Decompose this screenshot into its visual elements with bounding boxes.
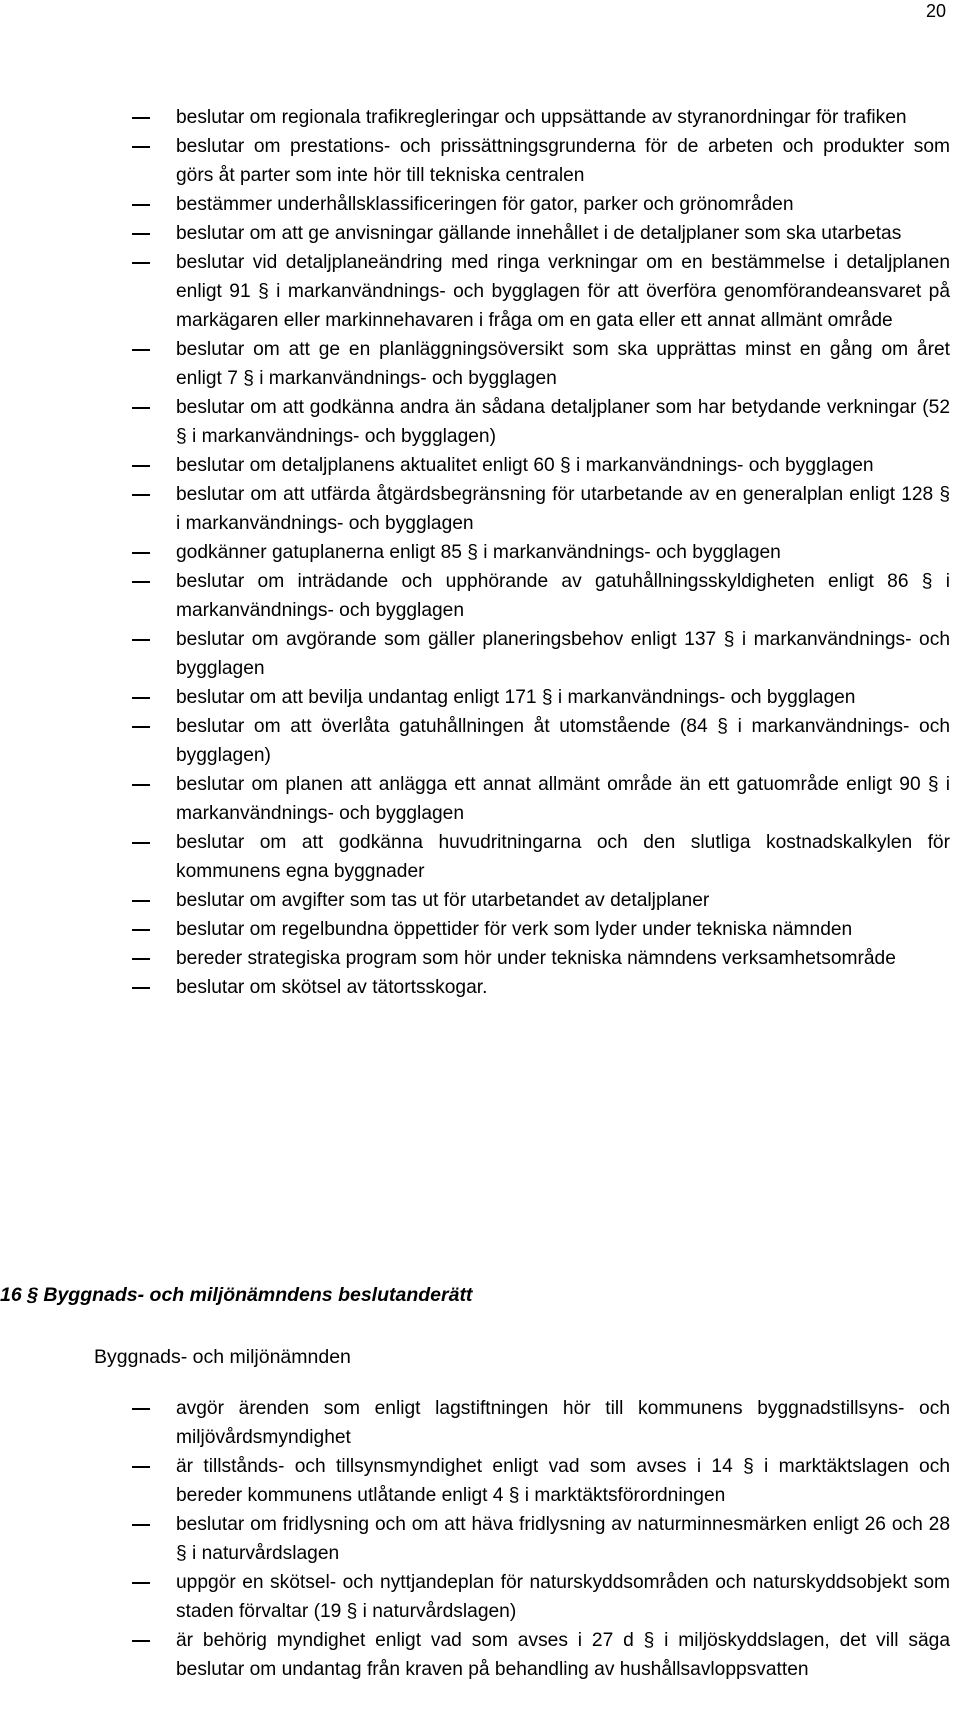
dash-bullet-icon: [132, 1408, 150, 1410]
dash-bullet-icon: [132, 900, 150, 902]
list-item: [0, 1568, 950, 1626]
list-item: [0, 219, 950, 248]
list-item: [0, 1510, 950, 1568]
dash-bullet-icon: [132, 233, 150, 235]
list-item-text: beslutar om att ge en planläggningsöversikt som ska upprättas minst en gång om året enligt 7 § i markanvändnings- och bygglagen: [176, 339, 950, 389]
list-item: [0, 1626, 950, 1684]
list-item: [0, 393, 950, 451]
list-item-text: är tillstånds- och tillsynsmyndighet enligt vad som avses i 14 § i marktäktslagen och bereder kommunens utlåtande enligt 4 § i marktäktsförordningen: [176, 1456, 950, 1506]
dash-bullet-icon: [132, 697, 150, 699]
list-item-text: bereder strategiska program som hör under tekniska nämndens verksamhetsområde: [176, 948, 896, 969]
dash-bullet-icon: [132, 1524, 150, 1526]
list-item: [0, 944, 950, 973]
list-item-text: avgör ärenden som enligt lagstiftningen hör till kommunens byggnadstillsyns- och miljövårdsmyndighet: [176, 1398, 950, 1448]
dash-bullet-icon: [132, 842, 150, 844]
dash-bullet-icon: [132, 552, 150, 554]
list-item: [0, 712, 950, 770]
list-item-text: är behörig myndighet enligt vad som avses i 27 d § i miljöskyddslagen, det vill säga beslutar om undantag från kraven på behandling av hushållsavloppsvatten: [176, 1630, 950, 1680]
list-item: [0, 770, 950, 828]
list-item-text: beslutar om prestations- och prissättningsgrunderna för de arbeten och produkter som görs åt parter som inte hör till tekniska centralen: [176, 136, 950, 186]
list-item: [0, 451, 950, 480]
list-item: [0, 1394, 950, 1452]
dash-bullet-icon: [132, 1582, 150, 1584]
dash-bullet-icon: [132, 494, 150, 496]
list-item-text: beslutar om att ge anvisningar gällande innehållet i de detaljplaner som ska utarbetas: [176, 223, 902, 244]
list-item-text: beslutar om planen att anlägga ett annat allmänt område än ett gatuområde enligt 90 § i markanvändnings- och bygglagen: [176, 774, 950, 824]
list-item-text: beslutar om detaljplanens aktualitet enligt 60 § i markanvändnings- och bygglagen: [176, 455, 874, 476]
list-item-text: beslutar om att överlåta gatuhållningen åt utomstående (84 § i markanvändnings- och bygglagen): [176, 716, 950, 766]
list-item-text: godkänner gatuplanerna enligt 85 § i markanvändnings- och bygglagen: [176, 542, 781, 563]
list-item: [0, 625, 950, 683]
list-item: [0, 683, 950, 712]
list-item: [0, 538, 950, 567]
section-heading: 16 § Byggnads- och miljönämndens beslutanderätt: [0, 1284, 473, 1306]
dash-bullet-icon: [132, 1640, 150, 1642]
list-item-text: beslutar om inträdande och upphörande av gatuhållningsskyldigheten enligt 86 § i markanvändnings- och bygglagen: [176, 571, 950, 621]
dash-bullet-icon: [132, 146, 150, 148]
list-item: [0, 886, 950, 915]
dash-bullet-icon: [132, 639, 150, 641]
dash-bullet-icon: [132, 726, 150, 728]
top-bullet-list: [0, 103, 960, 1002]
list-item-text: beslutar om avgörande som gäller planeringsbehov enligt 137 § i markanvändnings- och bygglagen: [176, 629, 950, 679]
list-item-text: beslutar om avgifter som tas ut för utarbetandet av detaljplaner: [176, 890, 710, 911]
dash-bullet-icon: [132, 987, 150, 989]
dash-bullet-icon: [132, 349, 150, 351]
list-item-text: beslutar om att godkänna andra än sådana detaljplaner som har betydande verkningar (52 § i markanvändnings- och bygglagen): [176, 397, 950, 447]
dash-bullet-icon: [132, 465, 150, 467]
page-number: 20: [925, 1, 946, 21]
list-item: [0, 828, 950, 886]
list-item: [0, 132, 950, 190]
dash-bullet-icon: [132, 1466, 150, 1468]
list-item: [0, 103, 950, 132]
dash-bullet-icon: [132, 407, 150, 409]
list-item-text: beslutar om att utfärda åtgärdsbegränsning för utarbetande av en generalplan enligt 128 § i markanvändnings- och bygglagen: [176, 484, 950, 534]
list-item: [0, 248, 950, 335]
dash-bullet-icon: [132, 581, 150, 583]
dash-bullet-icon: [132, 784, 150, 786]
dash-bullet-icon: [132, 204, 150, 206]
sub-heading: Byggnads- och miljönämnden: [94, 1346, 351, 1368]
list-item-text: beslutar om regionala trafikregleringar och uppsättande av styranordningar för trafiken: [176, 107, 907, 128]
list-item-text: beslutar om att godkänna huvudritningarna och den slutliga kostnadskalkylen för kommunens egna byggnader: [176, 832, 950, 882]
dash-bullet-icon: [132, 262, 150, 264]
bottom-bullet-list: [0, 1394, 960, 1684]
list-item-text: beslutar om fridlysning och om att häva fridlysning av naturminnesmärken enligt 26 och 28 § i naturvårdslagen: [176, 1514, 950, 1564]
list-item-text: beslutar om regelbundna öppettider för verk som lyder under tekniska nämnden: [176, 919, 853, 940]
list-item: [0, 567, 950, 625]
list-item: [0, 190, 950, 219]
list-item-text: uppgör en skötsel- och nyttjandeplan för naturskyddsområden och naturskyddsobjekt som staden förvaltar (19 § i naturvårdslagen): [176, 1572, 950, 1622]
list-item: [0, 1452, 950, 1510]
dash-bullet-icon: [132, 117, 150, 119]
list-item: [0, 915, 950, 944]
list-item-text: beslutar vid detaljplaneändring med ringa verkningar om en bestämmelse i detaljplanen enligt 91 § i markanvändnings- och bygglagen för att överföra genomförandeansvaret på markägaren eller markinnehavaren i fråga om en gata eller ett annat allmänt område: [176, 252, 950, 331]
list-item-text: bestämmer underhållsklassificeringen för gator, parker och grönområden: [176, 194, 794, 215]
list-item: [0, 973, 950, 1002]
dash-bullet-icon: [132, 929, 150, 931]
list-item-text: beslutar om att bevilja undantag enligt 171 § i markanvändnings- och bygglagen: [176, 687, 856, 708]
list-item: [0, 335, 950, 393]
dash-bullet-icon: [132, 958, 150, 960]
list-item-text: beslutar om skötsel av tätortsskogar.: [176, 977, 488, 998]
list-item: [0, 480, 950, 538]
